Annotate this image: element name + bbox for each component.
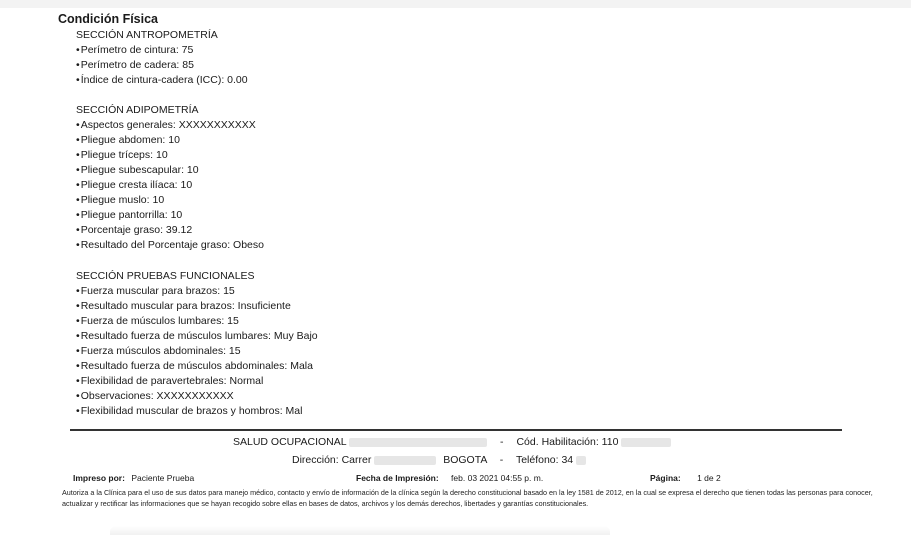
list-item: • Índice de cintura-cadera (ICC): 0.00 xyxy=(76,73,248,88)
list-item: • Porcentaje graso: 39.12 xyxy=(76,223,264,238)
print-date xyxy=(356,473,543,483)
redacted-phone-blur xyxy=(576,456,586,465)
list-item: • Resultado fuerza de músculos abdominales: Mala xyxy=(76,359,318,374)
address: Dirección: Carrer xyxy=(292,454,372,466)
separator: - xyxy=(499,454,504,466)
adipometria-heading: SECCIÓN ADIPOMETRÍA xyxy=(76,104,199,116)
company-name: SALUD OCUPACIONAL xyxy=(233,436,347,448)
list-item: • Resultado del Porcentaje graso: Obeso xyxy=(76,238,264,253)
print-date-value: feb. 03 2021 04:55 p. m. xyxy=(451,473,544,483)
city: BOGOTA xyxy=(443,454,487,466)
list-item: • Pliegue pantorrilla: 10 xyxy=(76,208,264,223)
list-item: • Flexibilidad muscular de brazos y hombros: Mal xyxy=(76,404,318,419)
separator: - xyxy=(500,436,504,448)
list-item: • Fuerza muscular para brazos: 15 xyxy=(76,284,318,299)
next-page-edge xyxy=(110,526,610,535)
habilitacion-code: Cód. Habilitación: 110 xyxy=(516,436,619,448)
document-page xyxy=(0,8,911,535)
telephone: Teléfono: 34 xyxy=(515,454,574,466)
top-toolbar-strip xyxy=(0,0,911,8)
printed-by-label: Impreso por: xyxy=(73,473,125,483)
list-item: • Perímetro de cadera: 85 xyxy=(76,58,248,73)
page-number-value: 1 de 2 xyxy=(697,473,721,483)
list-item: • Resultado fuerza de músculos lumbares: Muy Bajo xyxy=(76,329,318,344)
redacted-company-blur xyxy=(349,438,487,447)
list-item: • Flexibilidad de paravertebrales: Normal xyxy=(76,374,318,389)
list-item: • Aspectos generales: XXXXXXXXXXX xyxy=(76,118,264,133)
list-item: • Pliegue subescapular: 10 xyxy=(76,163,264,178)
list-item: • Pliegue cresta ilíaca: 10 xyxy=(76,178,264,193)
section-title: Condición Física xyxy=(58,12,159,26)
legal-disclaimer: Autoriza a la Clínica para el uso de sus datos para manejo médico, contacto y envío de información de la clínica según la derecho constitucional basado en la ley 1581 de 2012, en la cual se expresa el derecho que tienen todas las personas para conocer, actualizar y rectificar las informaciones que se hayan recogido sobre ellas en bases de datos, archivos y los demás derechos, libertades y garantías constitucionales. xyxy=(62,488,873,508)
list-item: • Fuerza músculos abdominales: 15 xyxy=(76,344,318,359)
page-number-label: Página: xyxy=(650,473,681,483)
footer-company-line xyxy=(233,436,671,448)
printed-by-value: Paciente Prueba xyxy=(131,473,195,483)
antropometria-heading: SECCIÓN ANTROPOMETRÍA xyxy=(76,29,218,41)
list-item: • Resultado muscular para brazos: Insuficiente xyxy=(76,299,318,314)
list-item: • Perímetro de cintura: 75 xyxy=(76,43,248,58)
list-item: • Fuerza de músculos lumbares: 15 xyxy=(76,314,318,329)
adipometria-section xyxy=(76,103,264,253)
list-item: • Pliegue abdomen: 10 xyxy=(76,133,264,148)
antropometria-section xyxy=(76,28,248,88)
redacted-code-blur xyxy=(621,438,671,447)
print-date-label: Fecha de Impresión: xyxy=(356,473,439,483)
footer-address-line xyxy=(292,454,586,466)
list-item: • Observaciones: XXXXXXXXXXX xyxy=(76,389,318,404)
list-item: • Pliegue muslo: 10 xyxy=(76,193,264,208)
page-number xyxy=(650,473,721,483)
pruebas-funcionales-section xyxy=(76,269,318,419)
footer-divider xyxy=(70,429,842,431)
redacted-address-blur xyxy=(374,456,436,465)
printed-by xyxy=(73,473,194,483)
pruebas-heading: SECCIÓN PRUEBAS FUNCIONALES xyxy=(76,270,255,282)
list-item: • Pliegue tríceps: 10 xyxy=(76,148,264,163)
